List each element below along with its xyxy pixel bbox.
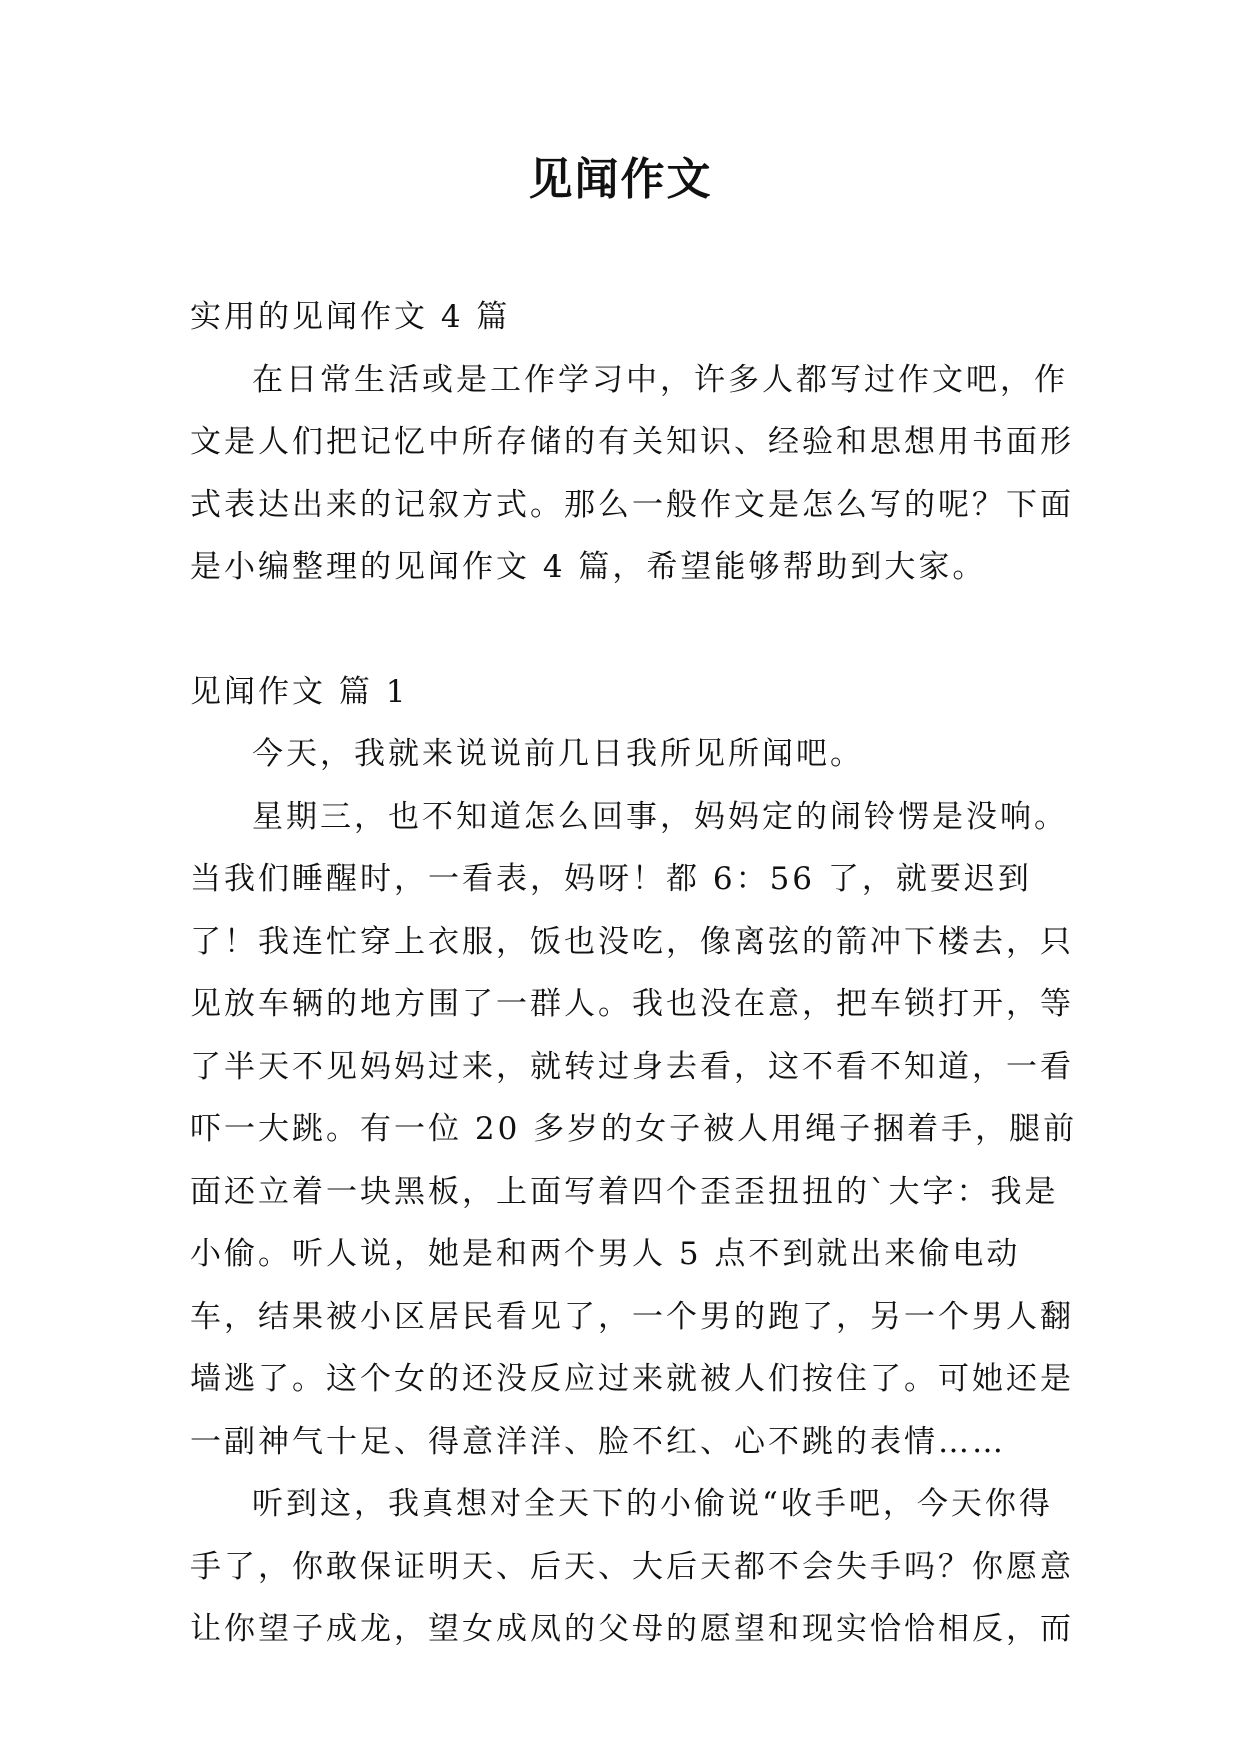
intro-paragraph: 在日常生活或是工作学习中，许多人都写过作文吧，作文是人们把记忆中所存储的有关知识、经验和思想用书面形式表达出来的记叙方式。那么一般作文是怎么写的呢？下面是小编整理的见闻作文 4 篇，希望能够帮助到大家。 — [190, 361, 1074, 585]
document-subtitle: 实用的见闻作文 4 篇 — [190, 299, 511, 335]
essay-paragraph-1: 今天，我就来说说前几日我所见所闻吧。 — [252, 736, 864, 772]
document-title: 见闻作文 — [528, 154, 713, 205]
section-heading: 见闻作文 篇 1 — [190, 673, 409, 710]
section-gap — [190, 599, 1080, 661]
essay-paragraph-2: 星期三，也不知道怎么回事，妈妈定的闹铃愣是没响。当我们睡醒时，一看表，妈呀！都 6：56 了，就要迟到了！我连忙穿上衣服，饭也没吃，像离弦的箭冲下楼去，只见放车辆的地方围了一群人。我也没在意，把车锁打开，等了半天不见妈妈过来，就转过身去看，这不看不知道，一看吓一大跳。有一位 20 多岁的女子被人用绳子捆着手，腿前面还立着一块黑板，上面写着四个歪歪扭扭的`大字：我是小偷。听人说，她是和两个男人 5 点不到就出来偷电动车，结果被小区居民看见了，一个男的跑了，另一个男人翻墙逃了。这个女的还没反应过来就被人们按住了。可她还是一副神气十足、得意洋洋、脸不红、心不跳的表情…… — [190, 798, 1078, 1460]
document-body — [190, 286, 1080, 1661]
essay-paragraph-3: 听到这，我真想对全天下的小偷说“收手吧，今天你得手了，你敢保证明天、后天、大后天都不会失手吗？你愿意让你望子成龙，望女成凤的父母的愿望和现实恰恰相反，而 — [190, 1486, 1074, 1647]
